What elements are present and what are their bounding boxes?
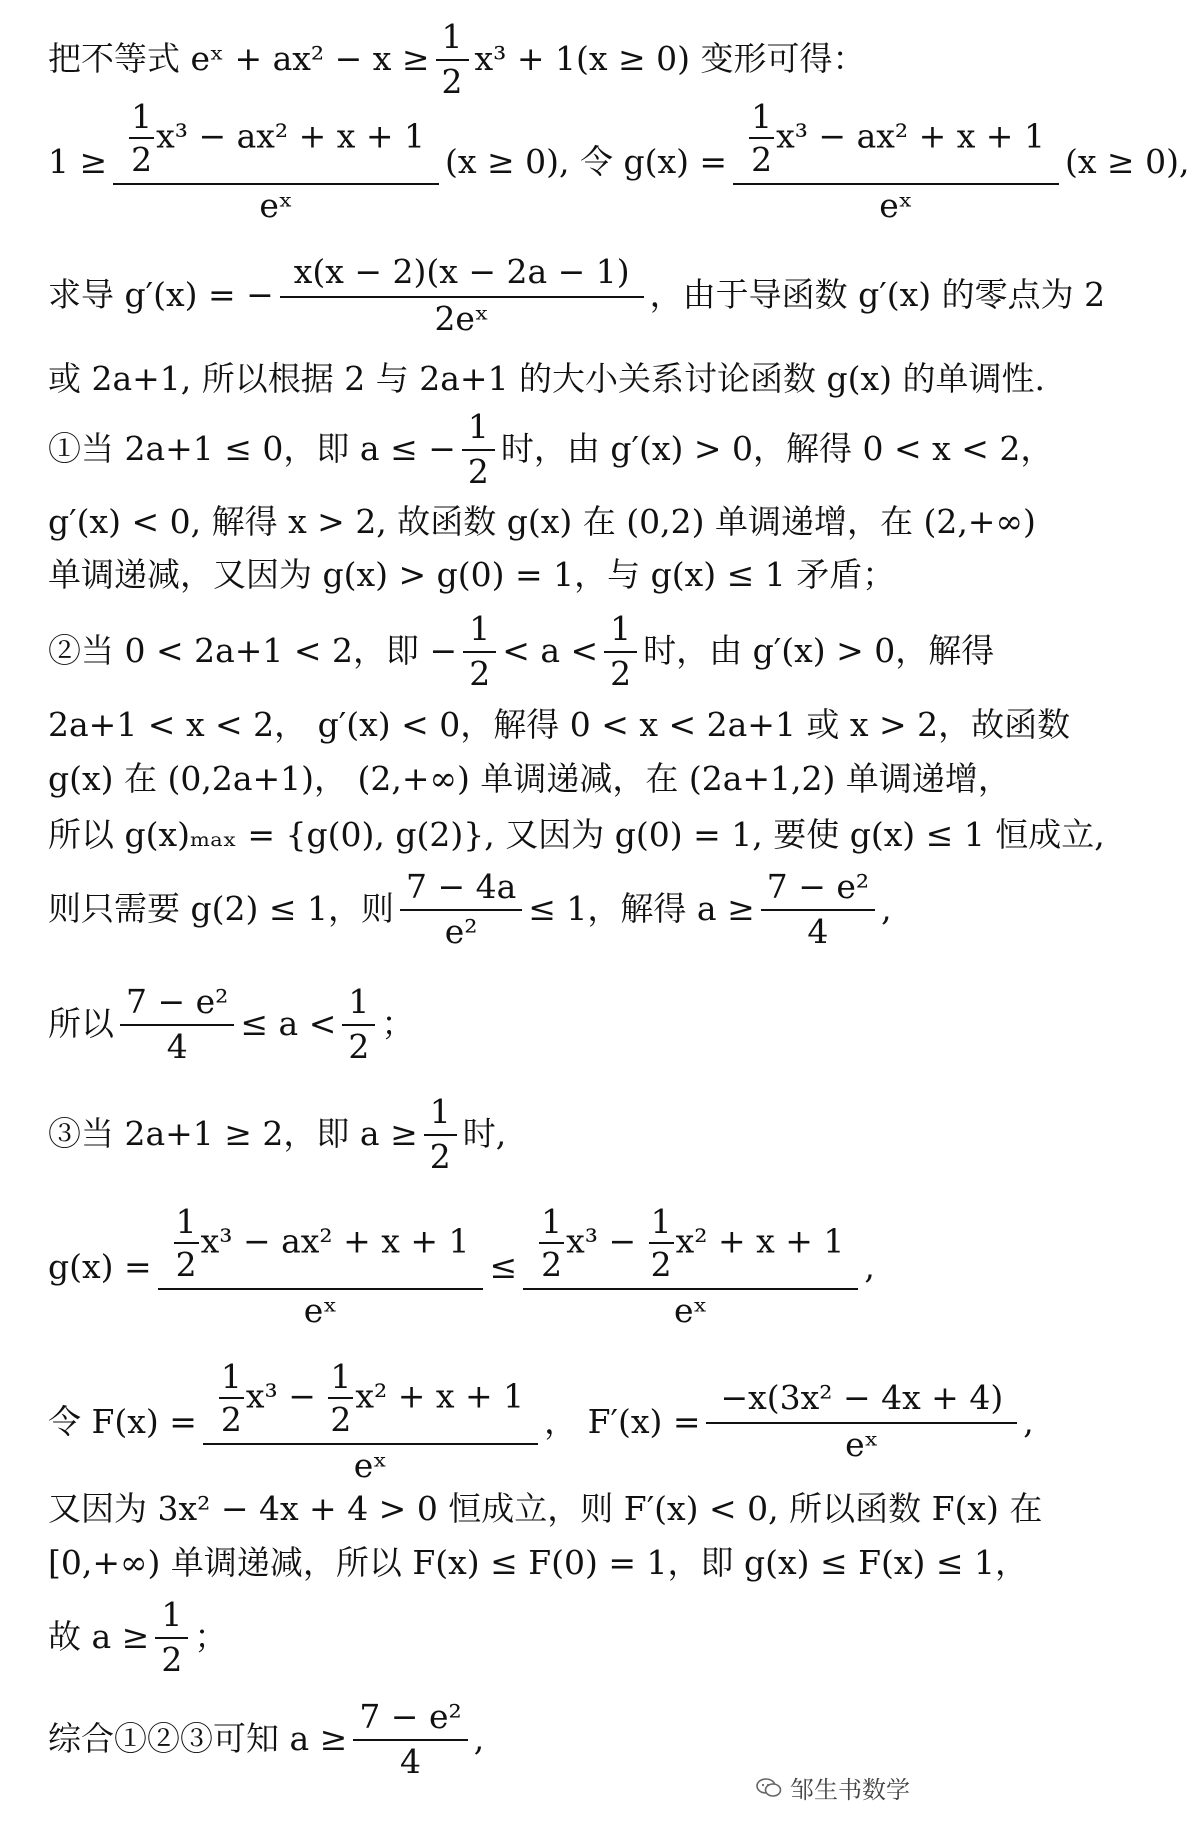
- fraction-g-case3: $\frac{1}{2}$ x³ − ax² + x + 1 eˣ: [158, 1205, 484, 1329]
- text-line-5: ①当 2a+1 ≤ 0，即 a ≤ − $\frac{1}{2}$ 时，由 g′(x) > 0，解得 0 < x < 2，: [48, 407, 1054, 491]
- fraction-F-prime: $\frac{\text{−x(3x² − 4x + 4)}}{\text{eˣ}}$: [706, 1381, 1017, 1462]
- line1-text: 把不等式 eˣ + ax² − x ≥: [48, 39, 430, 79]
- fraction-half: $\frac{1}{2}$: [342, 985, 375, 1064]
- fraction-half: $\frac{1}{2}$: [131, 97, 153, 179]
- fraction-F: $\frac{1}{2}$ x³ − $\frac{1}{2}$ x² + x + 1 eˣ: [203, 1360, 538, 1484]
- text-line-11: 所以 g(x)ₘₐₓ = {g(0), g(2)}, 又因为 g(0) = 1, 要使 g(x) ≤ 1 恒成立,: [48, 815, 1105, 854]
- text-line-15: g(x) = $\frac{1}{2}$ x³ − ax² + x + 1 eˣ ≤ $\frac{1}{2}$ x³ − $\frac{1}{2}$ x² + x + 1 eˣ ,: [48, 1202, 875, 1331]
- fraction-half: $\frac{1}{2}$: [541, 1202, 563, 1284]
- text-line-16: 令 F(x) = $\frac{1}{2}$ x³ − $\frac{1}{2}$ x² + x + 1 eˣ ， F′(x) = $\frac{\text{−x(3x² − 4x + 4)}}{\text{eˣ}}$ ,: [48, 1357, 1034, 1486]
- fraction-derivative: $\frac{x(x - 2)(x - 2a - 1)}{\text{2eˣ}}$: [280, 255, 644, 336]
- text-line-19: 故 a ≥ $\frac{1}{2}$ ；: [48, 1595, 228, 1679]
- text-line-12: 则只需要 g(2) ≤ 1，则 $\frac{7 - 4a}{\text{e²}}$ ≤ 1，解得 a ≥ $\frac{\text{7 − e²}}{4}$ ,: [48, 867, 892, 951]
- fraction-7-e2: $\frac{\text{7 − e²}}{4}$: [761, 870, 875, 949]
- fraction-half: $\frac{1}{2}$: [220, 1357, 242, 1439]
- text-line-9: 2a+1 < x < 2， g′(x) < 0，解得 0 < x < 2a+1 或 x > 2，故函数: [48, 705, 1071, 744]
- fraction-half: $\frac{1}{2}$: [436, 20, 469, 99]
- fraction-g-def: $\frac{1}{2}$ x³ − ax² + x + 1 eˣ: [733, 100, 1059, 224]
- fraction-half: $\frac{1}{2}$: [424, 1095, 457, 1174]
- fraction-half: $\frac{1}{2}$: [175, 1202, 197, 1284]
- wechat-icon: [756, 1777, 782, 1799]
- text-line-7: 单调递减，又因为 g(x) > g(0) = 1，与 g(x) ≤ 1 矛盾；: [48, 555, 896, 594]
- fraction-half: $\frac{1}{2}$: [604, 612, 637, 691]
- text-line-20: 综合①②③可知 a ≥ $\frac{\text{7 − e²}}{4}$ ,: [48, 1697, 485, 1781]
- text-line-14: ③当 2a+1 ≥ 2，即 a ≥ $\frac{1}{2}$ 时,: [48, 1092, 507, 1176]
- text-line-13: 所以 $\frac{\text{7 − e²}}{4}$ ≤ a < $\frac{1}{2}$ ；: [48, 982, 415, 1066]
- fraction-g: $\frac{1}{2}$ x³ − ax² + x + 1 eˣ: [113, 100, 439, 224]
- watermark-text: 邹生书数学: [790, 1776, 910, 1804]
- text-line-18: [0,+∞) 单调递减，所以 F(x) ≤ F(0) = 1，即 g(x) ≤ F(x) ≤ 1，: [48, 1543, 1028, 1582]
- fraction-7-4a: $\frac{7 - 4a}{\text{e²}}$: [400, 870, 522, 949]
- fraction-half: $\frac{1}{2}$: [155, 1598, 188, 1677]
- text-line-10: g(x) 在 (0,2a+1)， (2,+∞) 单调递减，在 (2a+1,2) 单调递增，: [48, 759, 1011, 798]
- watermark: [756, 1770, 910, 1805]
- text-line-4: 或 2a+1, 所以根据 2 与 2a+1 的大小关系讨论函数 g(x) 的单调性.: [48, 359, 1046, 398]
- text-line-6: g′(x) < 0, 解得 x > 2, 故函数 g(x) 在 (0,2) 单调递增，在 (2,+∞): [48, 502, 1036, 541]
- fraction-half: $\frac{1}{2}$: [330, 1357, 352, 1439]
- fraction-half: $\frac{1}{2}$: [462, 410, 495, 489]
- text-line-1: [48, 17, 1060, 101]
- fraction-half: $\frac{1}{2}$: [650, 1202, 672, 1284]
- fraction-bound: $\frac{1}{2}$ x³ − $\frac{1}{2}$ x² + x + 1 eˣ: [523, 1205, 858, 1329]
- text-line-17: 又因为 3x² − 4x + 4 > 0 恒成立，则 F′(x) < 0, 所以函数 F(x) 在: [48, 1489, 1043, 1528]
- fraction-half: $\frac{1}{2}$: [751, 97, 773, 179]
- fraction-half: $\frac{1}{2}$: [463, 612, 496, 691]
- fraction-7-e2: $\frac{\text{7 − e²}}{4}$: [353, 1700, 467, 1779]
- text-line-8: ②当 0 < 2a+1 < 2，即 − $\frac{1}{2}$ < a < $\frac{1}{2}$ 时，由 g′(x) > 0，解得: [48, 609, 995, 693]
- line1-text-b: x³ + 1(x ≥ 0) 变形可得：: [474, 39, 866, 79]
- fraction-7-e2: $\frac{\text{7 − e²}}{4}$: [120, 985, 234, 1064]
- text-line-3: 求导 g′(x) = − $\frac{x(x - 2)(x - 2a - 1)}{\text{2eˣ}}$ ，由于导函数 g′(x) 的零点为 2: [48, 252, 1106, 338]
- text-line-2: 1 ≥ $\frac{1}{2}$ x³ − ax² + x + 1 eˣ (x ≥ 0), 令 g(x) = $\frac{1}{2}$ x³ − ax² + x + 1 eˣ (x ≥ 0),: [48, 97, 1189, 226]
